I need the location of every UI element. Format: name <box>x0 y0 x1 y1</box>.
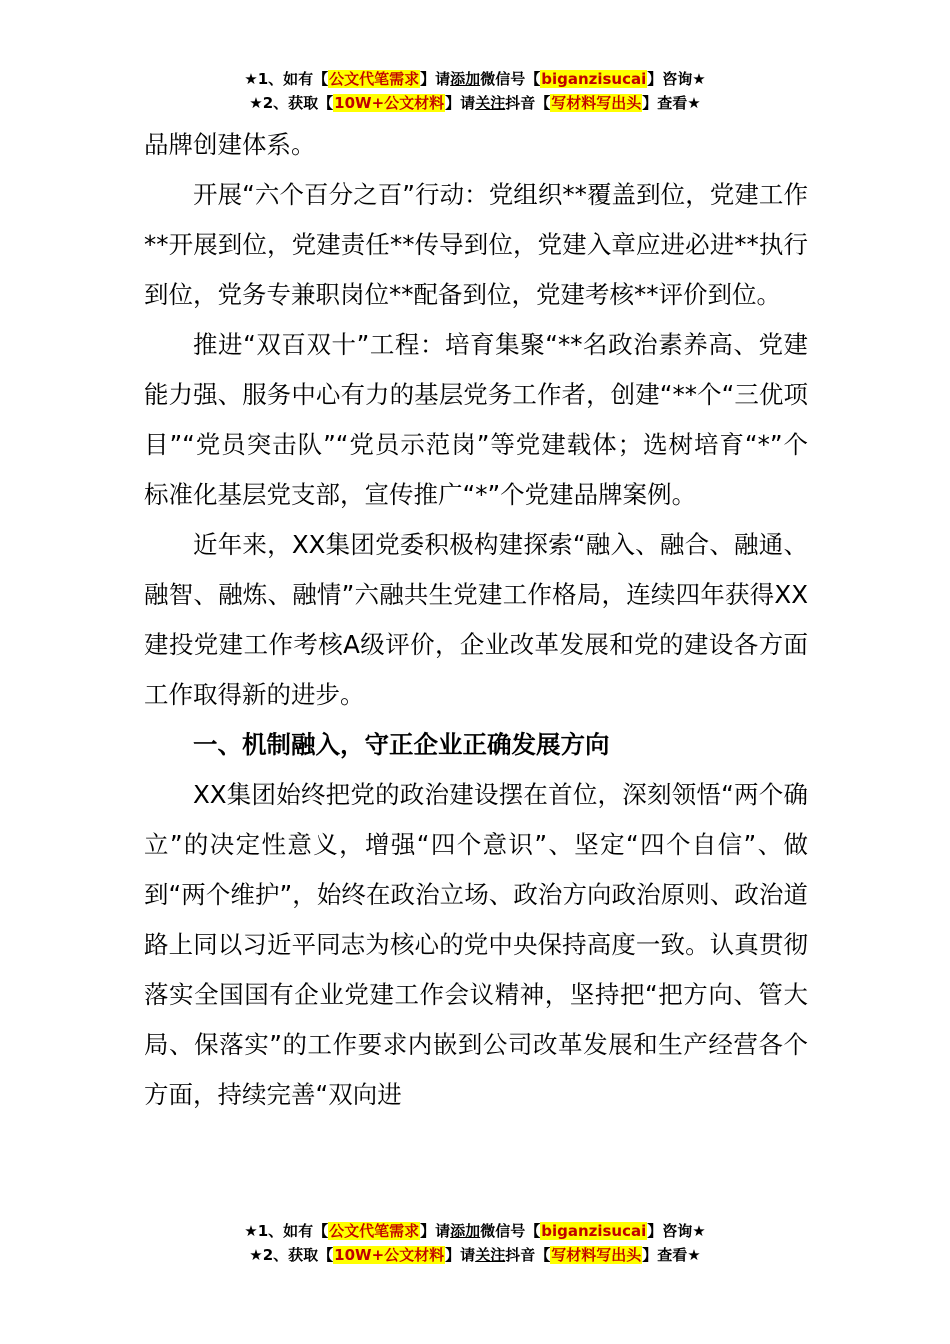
banner-highlight: 写材料写出头 <box>551 94 642 112</box>
banner-highlight: biganzisucai <box>541 70 647 88</box>
banner-text: 】查看 <box>642 1246 688 1264</box>
banner-text: 2、获取【 <box>262 1246 334 1264</box>
paragraph: 近年来，XX集团党委积极构建探索“融入、融合、融通、融智、融炼、融情”六融共生党建工作格局，连续四年获得XX建投党建工作考核A级评价，企业改革发展和党的建设各方面工作取得新的进步。 <box>144 530 808 709</box>
star-icon: ★ <box>687 94 701 112</box>
document-body <box>144 120 808 1120</box>
banner-emphasis: 关注 <box>475 94 506 112</box>
banner-line-2 <box>0 91 950 115</box>
banner-highlight: 公文代笔需求 <box>329 1222 420 1240</box>
banner-text: 】请 <box>445 94 476 112</box>
banner-highlight: 写材料写出头 <box>551 1246 642 1264</box>
banner-text: 】咨询 <box>647 1222 693 1240</box>
star-icon: ★ <box>249 94 263 112</box>
banner-highlight: 10W+公文材料 <box>334 1246 445 1264</box>
star-icon: ★ <box>692 1222 706 1240</box>
banner-text: 】请 <box>420 1222 451 1240</box>
banner-text: 微信号【 <box>480 1222 541 1240</box>
star-icon: ★ <box>687 1246 701 1264</box>
banner-line-1 <box>0 1219 950 1243</box>
paragraph: 开展“六个百分之百”行动：党组织**覆盖到位，党建工作**开展到位，党建责任**传导到位，党建入章应进必进**执行到位，党务专兼职岗位**配备到位，党建考核**评价到位。 <box>144 180 808 309</box>
paragraph-continuation: 品牌创建体系。 <box>144 130 316 159</box>
top-banner <box>0 67 950 115</box>
banner-highlight: biganzisucai <box>541 1222 647 1240</box>
banner-highlight: 公文代笔需求 <box>329 70 420 88</box>
banner-emphasis: 添加 <box>450 70 481 88</box>
star-icon: ★ <box>244 70 258 88</box>
banner-text: 1、如有【 <box>257 1222 329 1240</box>
bottom-banner <box>0 1219 950 1267</box>
banner-text: 】咨询 <box>647 70 693 88</box>
banner-text: 微信号【 <box>480 70 541 88</box>
banner-text: 2、获取【 <box>262 94 334 112</box>
star-icon: ★ <box>249 1246 263 1264</box>
star-icon: ★ <box>692 70 706 88</box>
banner-text: 抖音【 <box>505 94 551 112</box>
banner-text: 抖音【 <box>505 1246 551 1264</box>
banner-emphasis: 关注 <box>475 1246 506 1264</box>
banner-text: 】请 <box>445 1246 476 1264</box>
banner-text: 】查看 <box>642 94 688 112</box>
section-heading: 一、机制融入，守正企业正确发展方向 <box>193 730 610 759</box>
paragraph: 推进“双百双十”工程：培育集聚“**名政治素养高、党建能力强、服务中心有力的基层党务工作者，创建“**个“三优项目”“党员突击队”“党员示范岗”等党建载体；选树培育“*”个标准化基层党支部，宣传推广“*”个党建品牌案例。 <box>144 330 808 509</box>
banner-emphasis: 添加 <box>450 1222 481 1240</box>
banner-line-2 <box>0 1243 950 1267</box>
banner-highlight: 10W+公文材料 <box>334 94 445 112</box>
star-icon: ★ <box>244 1222 258 1240</box>
paragraph: XX集团始终把党的政治建设摆在首位，深刻领悟“两个确立”的决定性意义，增强“四个意识”、坚定“四个自信”、做到“两个维护”，始终在政治立场、政治方向政治原则、政治道路上同以习近平同志为核心的党中央保持高度一致。认真贯彻落实全国国有企业党建工作会议精神，坚持把“把方向、管大局、保落实”的工作要求内嵌到公司改革发展和生产经营各个方面，持续完善“双向进 <box>144 780 808 1109</box>
banner-text: 】请 <box>420 70 451 88</box>
banner-line-1 <box>0 67 950 91</box>
banner-text: 1、如有【 <box>257 70 329 88</box>
